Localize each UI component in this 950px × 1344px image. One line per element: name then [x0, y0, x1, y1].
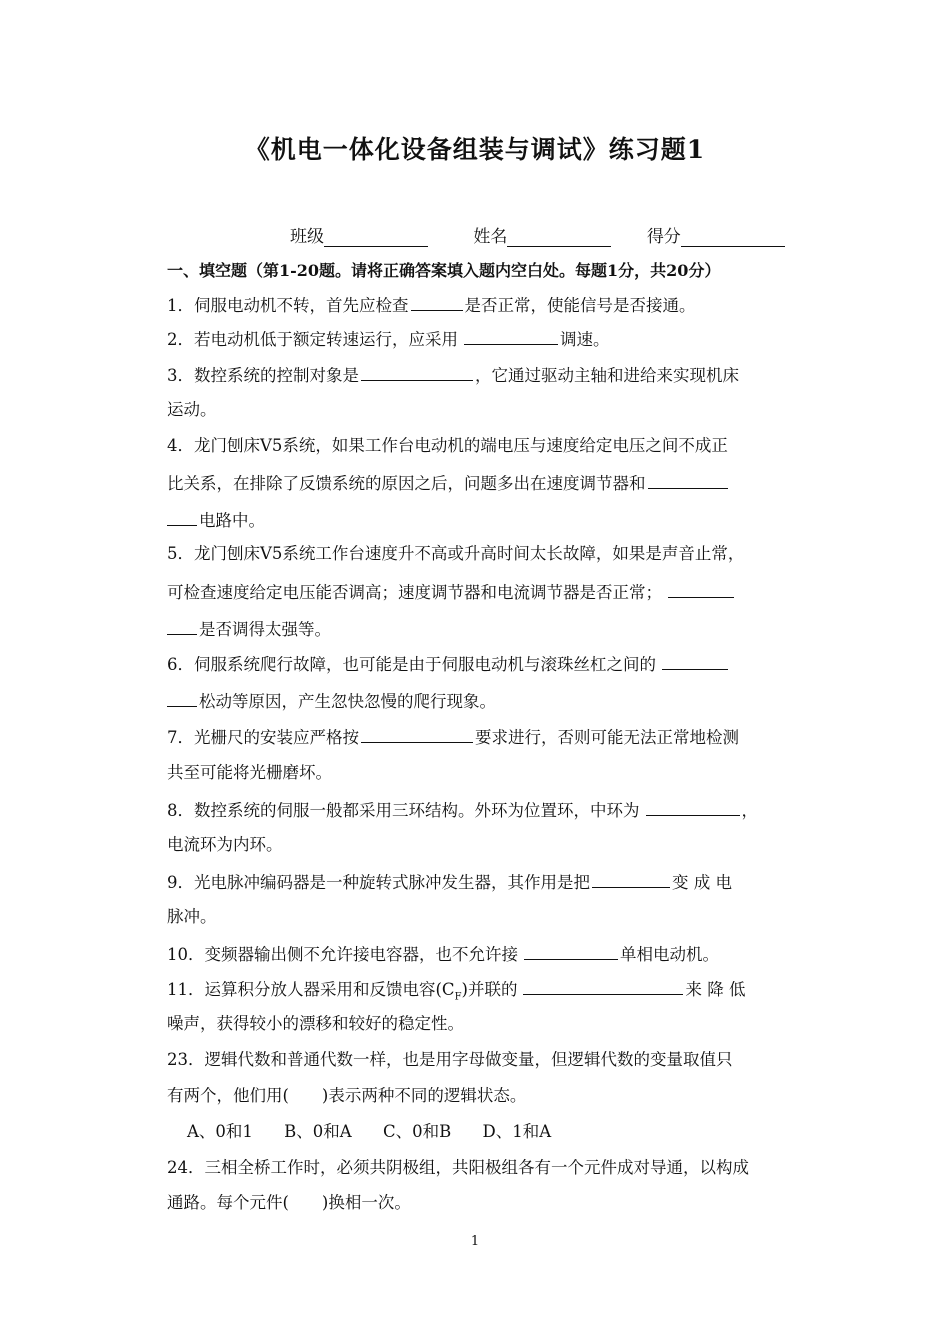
question-6-cont: [167, 689, 496, 713]
question-10: [167, 942, 719, 966]
q6-blank-b[interactable]: [167, 689, 197, 707]
q2-text-b: 调速。: [560, 330, 610, 349]
q24-text-b: 通路。每个元件( )换相一次。: [167, 1193, 411, 1212]
name-field[interactable]: [473, 222, 611, 247]
q10-blank[interactable]: [524, 942, 618, 960]
q8-text-a: 8．数控系统的伺服一般都采用三环结构。外环为位置环，中环为: [167, 801, 640, 820]
q6-text-b: 松动等原因，产生忽快忽慢的爬行现象。: [199, 692, 496, 711]
score-field[interactable]: [647, 222, 785, 247]
q6-text-a: 6．伺服系统爬行故障，也可能是由于伺服电动机与滚珠丝杠之间的: [167, 655, 656, 674]
question-24: [167, 1157, 749, 1179]
q23-text-b: 有两个，他们用( )表示两种不同的逻辑状态。: [167, 1086, 527, 1105]
page-number: 1: [470, 1234, 480, 1249]
q11-text-a: 11．运算积分放人器采用和反馈电容(C: [167, 980, 455, 999]
question-23-options: [187, 1121, 577, 1143]
question-4-cont: [167, 471, 730, 495]
class-field[interactable]: [290, 222, 428, 247]
question-3: [167, 363, 739, 387]
question-11: [167, 977, 745, 1008]
q4-text-c: 电路中。: [199, 511, 265, 530]
question-8: [167, 798, 758, 822]
q8-blank[interactable]: [646, 798, 740, 816]
q11-text-b: )并联的: [461, 980, 518, 999]
q4-blank-a[interactable]: [648, 471, 728, 489]
name-blank[interactable]: [507, 227, 611, 247]
question-5: [167, 543, 744, 565]
question-4: [167, 435, 728, 457]
q3-text-a: 3．数控系统的控制对象是: [167, 366, 359, 385]
q9-text-b: 变 成 电: [672, 873, 732, 892]
q23-text-a: 23．逻辑代数和普通代数一样，也是用字母做变量，但逻辑代数的变量取值只: [167, 1050, 733, 1069]
question-23-cont: [167, 1085, 526, 1107]
score-label: 得分: [646, 227, 681, 247]
question-23: [167, 1049, 733, 1071]
q3-text-c: 运动。: [167, 400, 217, 419]
question-2: [167, 327, 610, 351]
q8-text-b: ，: [741, 801, 758, 820]
q5-text-c: 是否调得太强等。: [199, 620, 331, 639]
q10-text-a: 10．变频器输出侧不允许接电容器，也不允许接: [167, 945, 518, 964]
page-title: 《机电一体化设备组装与调试》练习题1: [244, 135, 706, 164]
class-blank[interactable]: [324, 227, 428, 247]
question-11-cont: [167, 1013, 464, 1035]
question-7: [167, 725, 739, 749]
q7-blank[interactable]: [361, 725, 473, 743]
q6-blank-a[interactable]: [662, 652, 728, 670]
q4-text-a: 4．龙门刨床V5系统，如果工作台电动机的端电压与速度给定电压之间不成正: [167, 436, 728, 455]
q10-text-b: 单相电动机。: [620, 945, 719, 964]
q9-text-c: 脉冲。: [167, 907, 217, 926]
q11-blank[interactable]: [523, 977, 683, 995]
q1-text-b: 是否正常，使能信号是否接通。: [464, 296, 696, 315]
question-7-cont: [167, 762, 332, 784]
q1-text-a: 1．伺服电动机不转，首先应检查: [167, 296, 409, 315]
option-a[interactable]: A、0和1: [187, 1122, 253, 1141]
section-heading: 一、填空题（第1-20题。请将正确答案填入题内空白处。每题1分，共20分）: [167, 261, 721, 280]
q8-text-c: 电流环为内环。: [167, 835, 283, 854]
question-24-cont: [167, 1192, 411, 1214]
q5-text-a: 5．龙门刨床V5系统工作台速度升不高或升高时间太长故障，如果是声音止常，: [167, 544, 745, 563]
question-5-cont2: [167, 617, 331, 641]
question-4-cont2: [167, 508, 265, 532]
q24-text-a: 24．三相全桥工作时，必须共阴极组，共阳极组各有一个元件成对导通，以构成: [167, 1158, 749, 1177]
q2-text-a: 2．若电动机低于额定转速运行，应采用: [167, 330, 458, 349]
q7-text-c: 共至可能将光栅磨坏。: [167, 763, 332, 782]
question-9-cont: [167, 906, 217, 928]
name-label: 姓名: [473, 227, 508, 247]
question-1: [167, 293, 696, 317]
q5-blank-a[interactable]: [668, 580, 734, 598]
class-label: 班级: [290, 227, 324, 247]
option-b[interactable]: B、0和A: [284, 1122, 352, 1141]
question-9: [167, 870, 732, 894]
q5-text-b: 可检查速度给定电压能否调高；速度调节器和电流调节器是否正常；: [167, 583, 662, 602]
q7-text-a: 7．光栅尺的安装应严格按: [167, 728, 359, 747]
option-c[interactable]: C、0和B: [382, 1122, 452, 1141]
q4-text-b: 比关系，在排除了反馈系统的原因之后，问题多出在速度调节器和: [167, 474, 646, 493]
q3-blank[interactable]: [361, 363, 473, 381]
q11-subscript: F: [454, 991, 462, 1003]
score-blank[interactable]: [681, 227, 785, 247]
q11-text-c: 来 降 低: [685, 980, 746, 999]
q1-blank[interactable]: [411, 293, 463, 311]
question-5-cont: [167, 580, 736, 604]
question-3-cont: [167, 399, 217, 421]
q2-blank[interactable]: [464, 327, 558, 345]
option-d[interactable]: D、1和A: [482, 1122, 552, 1141]
student-info-row: [290, 222, 815, 247]
q4-blank-b[interactable]: [167, 508, 197, 526]
question-8-cont: [167, 834, 283, 856]
q9-text-a: 9．光电脉冲编码器是一种旋转式脉冲发生器，其作用是把: [167, 873, 590, 892]
q7-text-b: 要求进行，否则可能无法正常地检测: [475, 728, 739, 747]
q5-blank-b[interactable]: [167, 617, 197, 635]
q9-blank[interactable]: [592, 870, 670, 888]
q3-text-b: ，它通过驱动主轴和进给来实现机床: [475, 366, 739, 385]
question-6: [167, 652, 730, 676]
q11-text-d: 噪声，获得较小的漂移和较好的稳定性。: [167, 1014, 464, 1033]
